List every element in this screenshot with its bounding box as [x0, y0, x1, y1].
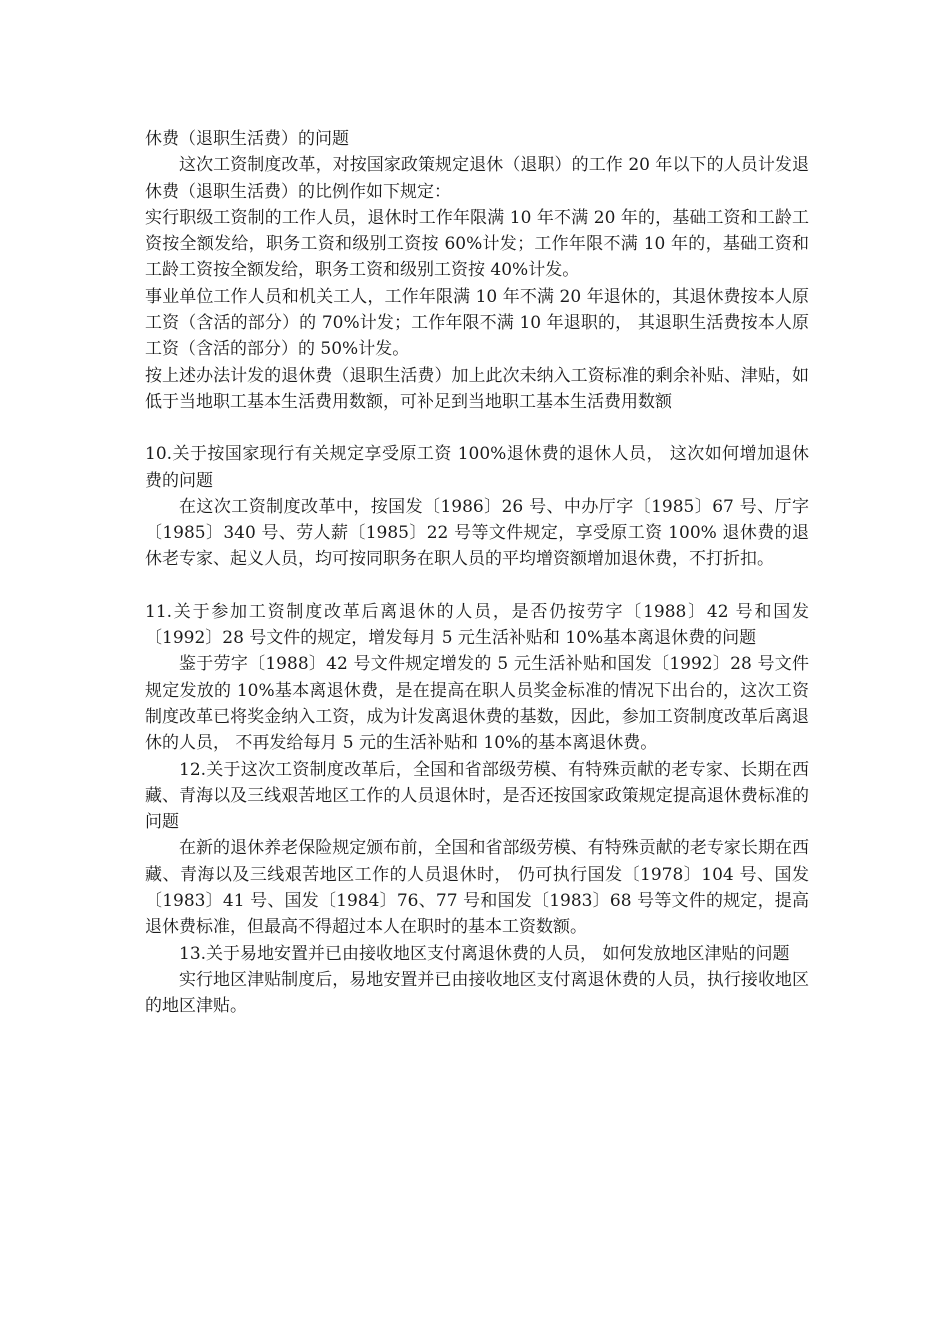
- paragraph-7: 在这次工资制度改革中，按国发〔1986〕26 号、中办厅字〔1985〕67 号、厅字〔1985〕340 号、劳人薪〔1985〕22 号等文件规定，享受原工资 100% 退休费的退休老专家、起义人员，均可按同职务在职人员的平均增资额增加退休费，不打折扣。: [145, 496, 809, 570]
- paragraph-1: 休费（退职生活费）的问题: [145, 129, 349, 149]
- paragraph-13: 实行地区津贴制度后，易地安置并已由接收地区支付离退休费的人员，执行接收地区的地区津贴。: [145, 969, 809, 1017]
- paragraph-5: 按上述办法计发的退休费（退职生活费）加上此次未纳入工资标准的剩余补贴、津贴，如低于当地职工基本生活费用数额，可补足到当地职工基本生活费用数额: [145, 365, 809, 412]
- section-heading-12: 12.关于这次工资制度改革后，全国和省部级劳模、有特殊贡献的老专家、长期在西藏、青海以及三线艰苦地区工作的人员退休时，是否还按国家政策规定提高退休费标准的问题: [145, 759, 809, 833]
- paragraph-3: 实行职级工资制的工作人员，退休时工作年限满 10 年不满 20 年的，基础工资和工龄工资按全额发给，职务工资和级别工资按 60%计发；工作年限不满 10 年的，基础工资和工龄工资按全额发给，职务工资和级别工资按 40%计发。: [145, 207, 809, 281]
- section-heading-10: 10.关于按国家现行有关规定享受原工资 100%退休费的退休人员， 这次如何增加退休费的问题: [145, 444, 809, 491]
- section-heading-13: 13.关于易地安置并已由接收地区支付离退休费的人员， 如何发放地区津贴的问题: [179, 943, 790, 964]
- document-body: [145, 126, 809, 1020]
- paragraph-9: 鉴于劳字〔1988〕42 号文件规定增发的 5 元生活补贴和国发〔1992〕28 号文件规定发放的 10%基本离退休费，是在提高在职人员奖金标准的情况下出台的，这次工资制度改革已将奖金纳入工资，成为计发离退休费的基数，因此，参加工资制度改革后离退休的人员， 不再发给每月 5 元的生活补贴和 10%的基本离退休费。: [145, 654, 809, 754]
- section-heading-11: 11.关于参加工资制度改革后离退休的人员，是否仍按劳字〔1988〕42 号和国发〔1992〕28 号文件的规定，增发每月 5 元生活补贴和 10%基本离退休费的问题: [145, 601, 809, 649]
- paragraph-11: 在新的退休养老保险规定颁布前，全国和省部级劳模、有特殊贡献的老专家长期在西藏、青海以及三线艰苦地区工作的人员退休时， 仍可执行国发〔1978〕104 号、国发〔1983〕41 号、国发〔1984〕76、77 号和国发〔1983〕68 号等文件的规定，提高退休费标准，但最高不得超过本人在职时的基本工资数额。: [145, 838, 809, 938]
- paragraph-4: 事业单位工作人员和机关工人，工作年限满 10 年不满 20 年退休的，其退休费按本人原工资（含活的部分）的 70%计发；工作年限不满 10 年退职的， 其退职生活费按本人原工资（含活的部分）的 50%计发。: [145, 286, 809, 360]
- paragraph-2: 这次工资制度改革，对按国家政策规定退休（退职）的工作 20 年以下的人员计发退休费（退职生活费）的比例作如下规定：: [145, 155, 809, 202]
